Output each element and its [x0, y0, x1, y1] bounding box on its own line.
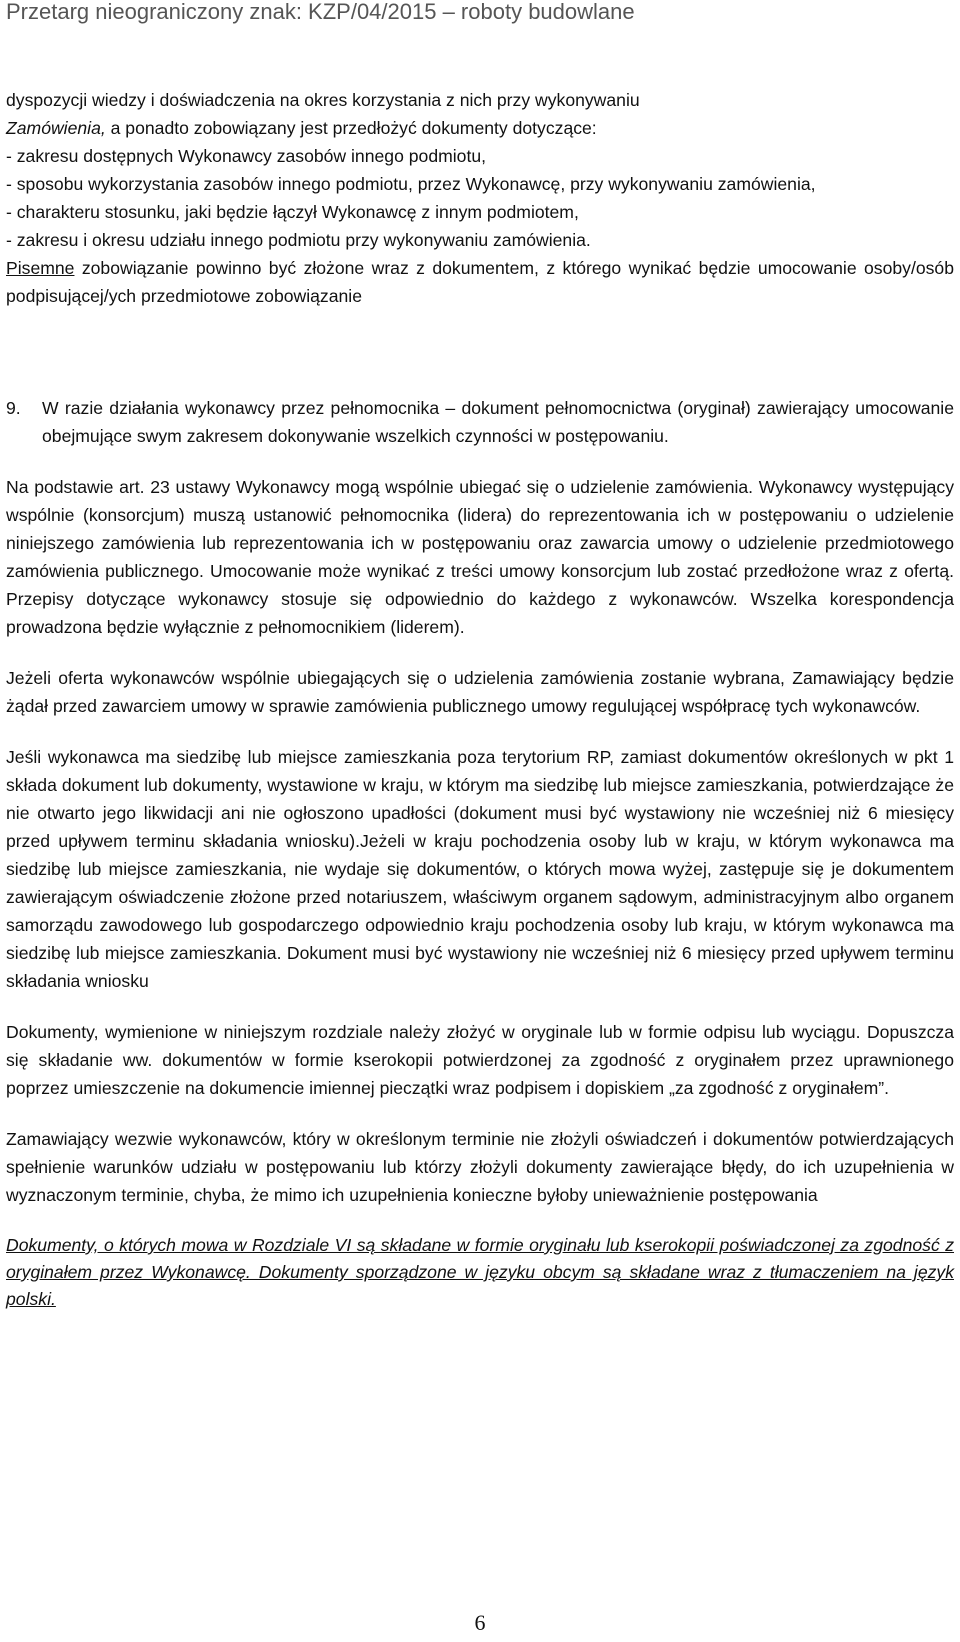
- final-note: Dokumenty, o których mowa w Rozdziale VI są składane w formie oryginału lub kserokopii poświadczonej za zgodność z oryginałem przez Wykonawcę. Dokumenty sporządzone w języku obcym są składane wraz z tłumaczeniem na język polski.: [6, 1235, 954, 1309]
- resources-line-1: dyspozycji wiedzy i doświadczenia na okres korzystania z nich przy wykonywaniu: [6, 90, 640, 110]
- paragraph-joint-offer: Jeżeli oferta wykonawców wspólnie ubiegających się o udzielenia zamówienia zostanie wybrana, Zamawiający będzie żądał przed zawarciem umowy w sprawie zamówienia publicznego umowy regulującej współpracę tych wykonawców.: [6, 668, 954, 716]
- paragraph-supplement: Zamawiający wezwie wykonawców, który w określonym terminie nie złożyli oświadczeń i dokumentów potwierdzających spełnienie warunków udziału w postępowaniu lub którzy złożyli dokumenty zawierające błędy, do ich uzupełnienia w wyznaczonym terminie, chyba, że mimo ich uzupełnienia konieczne byłoby unieważnienie postępowania: [6, 1129, 954, 1205]
- document-header: Przetarg nieograniczony znak: KZP/04/2015 – roboty budowlane: [6, 0, 635, 24]
- written-rest: zobowiązanie powinno być złożone wraz z dokumentem, z którego wynikać będzie umocowanie osoby/osób podpisującej/ych przedmiotowe zobowiązanie: [6, 258, 954, 306]
- paragraph-original-copy: Dokumenty, wymienione w niniejszym rozdziale należy złożyć w oryginale lub w formie odpisu lub wyciągu. Dopuszcza się składanie ww. dokumentów w formie kserokopii potwierdzonej za zgodność z oryginałem przez uprawnionego poprzez umieszczenie na dokumencie imiennej pieczątki wraz podpisem i dopiskiem „za zgodność z oryginałem”.: [6, 1022, 954, 1098]
- list-item-participation: - zakresu i okresu udziału innego podmiotu przy wykonywaniu zamówienia.: [6, 230, 591, 250]
- resources-line-2: [6, 114, 954, 142]
- list-item-scope-resources: - zakresu dostępnych Wykonawcy zasobów innego podmiotu,: [6, 146, 487, 166]
- item-number: 9.: [6, 398, 21, 418]
- written-underlined: Pisemne: [6, 258, 75, 278]
- list-item-relationship: - charakteru stosunku, jaki będzie łączył Wykonawcę z innym podmiotem,: [6, 202, 579, 222]
- list-item-use-resources: - sposobu wykorzystania zasobów innego podmiotu, przez Wykonawcę, przy wykonywaniu zamówienia,: [6, 174, 816, 194]
- paragraph-written-commitment: [6, 254, 954, 310]
- resources-line-2-rest: a ponadto zobowiązany jest przedłożyć dokumenty dotyczące:: [105, 118, 597, 138]
- paragraph-foreign-contractor: Jeśli wykonawca ma siedzibę lub miejsce zamieszkania poza terytorium RP, zamiast dokumentów określonych w pkt 1 składa dokument lub dokumenty, wystawione w kraju, w którym ma siedzibę lub miejsce zamieszkania, potwierdzające że nie otwarto jego likwidacji ani nie ogłoszono upadłości (dokument musi być wystawiony nie wcześniej niż 6 miesięcy przed upływem terminu składania wniosku).Jeżeli w kraju pochodzenia osoby lub w kraju, w którym wykonawca ma siedzibę lub miejsce zamieszkania, nie wydaje się dokumentów, o których mowa wyżej, zastępuje się je dokumentem zawierającym oświadczenie złożone przed notariuszem, właściwym organem sądowym, administracyjnym albo organem samorządu zawodowego lub gospodarczego odpowiednio kraju pochodzenia osoby lub kraju, w którym wykonawca ma siedzibę lub miejsce zamieszkania. Dokument musi być wystawiony nie wcześniej niż 6 miesięcy przed upływem terminu składania wniosku: [6, 747, 954, 991]
- list-item-9: [6, 394, 954, 450]
- page-number: 6: [474, 1610, 486, 1635]
- paragraph-consortium: Na podstawie art. 23 ustawy Wykonawcy mogą wspólnie ubiegać się o udzielenie zamówienia. Wykonawcy występujący wspólnie (konsorcjum) muszą ustanowić pełnomocnika (lidera) do reprezentowania ich w postępowaniu o udzielenie niniejszego zamówienia lub reprezentowania ich w postępowaniu oraz zawarcia umowy o udzielenie przedmiotowego zamówienia publicznego. Umocowanie może wynikać z treści umowy konsorcjum lub zostać przedłożone wraz z ofertą. Przepisy dotyczące wykonawcy stosuje się odpowiednio do każdego z wykonawców. Wszelka korespondencja prowadzona będzie wyłącznie z pełnomocnikiem (liderem).: [6, 477, 954, 637]
- paragraph-resources: [6, 86, 954, 254]
- document-body: [6, 86, 954, 1313]
- zamowienia-italic: Zamówienia,: [6, 118, 106, 138]
- item-9-text: W razie działania wykonawcy przez pełnomocnika – dokument pełnomocnictwa (oryginał) zawierający umocowanie obejmujące swym zakresem dokonywanie wszelkich czynności w postępowaniu.: [42, 398, 954, 446]
